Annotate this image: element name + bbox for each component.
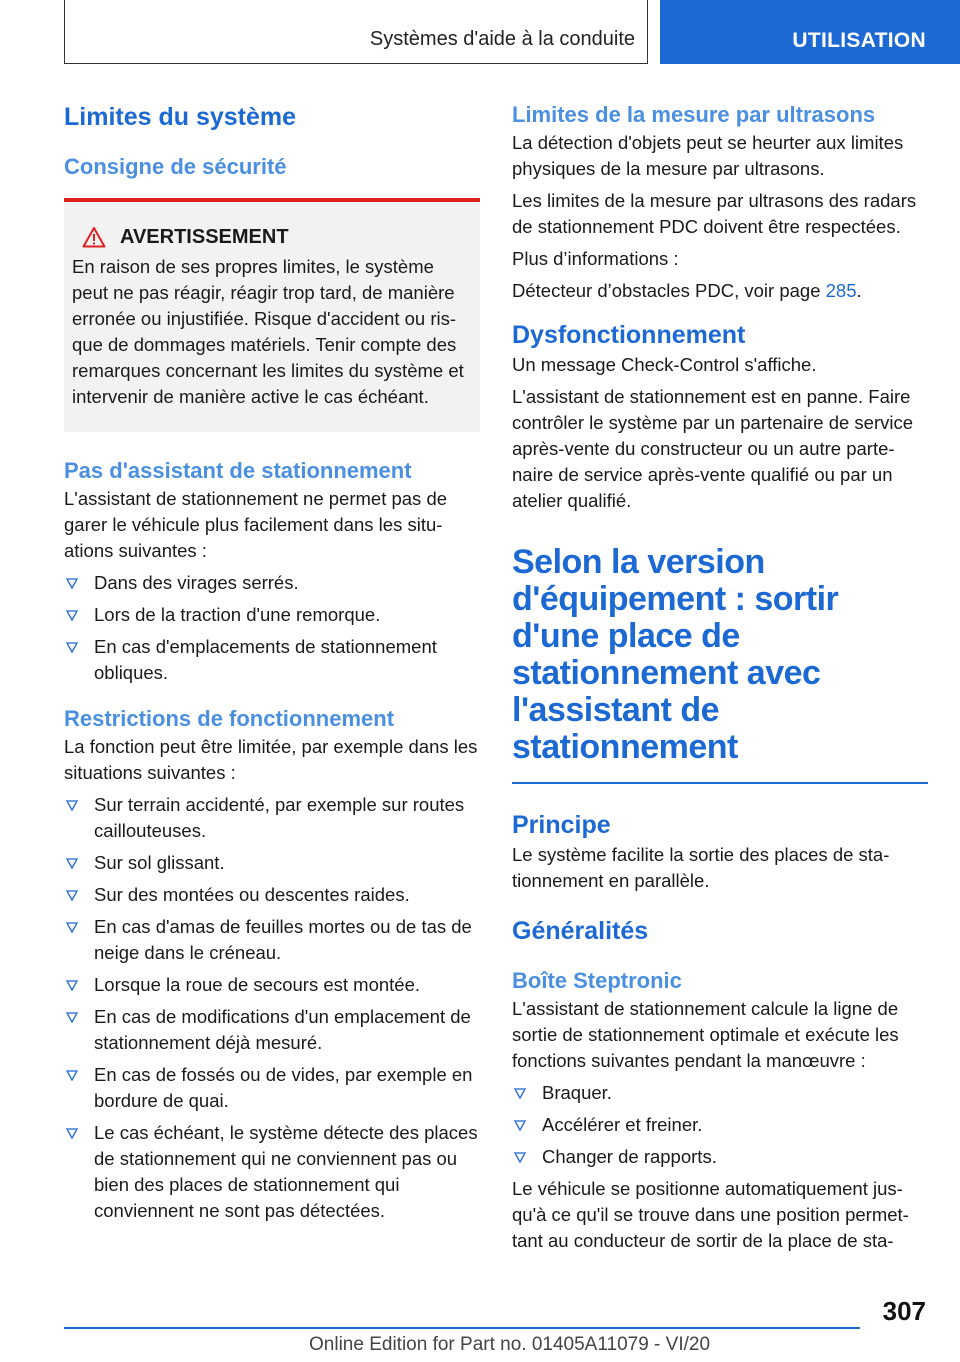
ultrasonic-p3: Plus d’informations : [512, 248, 679, 269]
list-item: Lorsque la roue de secours est montée. [64, 972, 480, 998]
warning-text: En raison de ses propres limites, le système peut ne pas réagir, réagir trop tard, de manière erronée ou injustifiée. Risque d'accident ou risque de dommages matériels. Tenir compte des remarques concernant les limites du système et intervenir de manière active le cas échéant. [72, 256, 464, 407]
triangle-bullet-icon [66, 1127, 78, 1139]
list-item: Sur sol glissant. [64, 850, 480, 876]
list-item: Lors de la traction d'une remorque. [64, 602, 480, 628]
triangle-bullet-icon [514, 1151, 526, 1163]
warning-title: AVERTISSEMENT [120, 226, 289, 248]
ultrasonic-p2: Les limites de la mesure par ultrasons des radars de stationnement PDC doivent être respectées. [512, 190, 917, 237]
warning-box [64, 202, 480, 432]
chapter-heading: Selon la version d'équipement : sortir d'une place de stationnement avec l'assistant de stationnement [512, 543, 839, 766]
heading-limits: Limites du système [64, 103, 297, 131]
no-assist-intro: L'assistant de stationnement ne permet pas de garer le véhicule plus facilement dans les situations suivantes : [64, 488, 448, 561]
footer-edition: Online Edition for Part no. 01405A11079 - VI/20 [309, 1334, 711, 1355]
running-header-title: Systèmes d'aide à la conduite [369, 28, 635, 50]
triangle-bullet-icon [66, 609, 78, 621]
triangle-bullet-icon [66, 979, 78, 991]
list-item: En cas d'emplacements de stationnement obliques. [64, 634, 480, 686]
list-item: Braquer. [512, 1080, 928, 1106]
heading-no-assist: Pas d'assistant de stationnement [64, 458, 412, 483]
principle-text: Le système facilite la sortie des places de stationnement en parallèle. [512, 844, 890, 891]
ultrasonic-reference: Détecteur d’obstacles PDC, voir page 285. [512, 280, 862, 301]
malfunction-p1: Un message Check-Control s'affiche. [512, 354, 817, 375]
chapter-tab [660, 0, 960, 64]
triangle-bullet-icon [514, 1119, 526, 1131]
page-link[interactable]: 285 [825, 280, 857, 301]
heading-restrictions: Restrictions de fonctionnement [64, 706, 395, 731]
heading-ultrasonic: Limites de la mesure par ultrasons [512, 102, 876, 127]
triangle-bullet-icon [66, 921, 78, 933]
restrictions-intro: La fonction peut être limitée, par exemple dans les situations suivantes : [64, 736, 478, 783]
triangle-bullet-icon [66, 1069, 78, 1081]
triangle-bullet-icon [66, 1011, 78, 1023]
page-number: 307 [882, 1296, 926, 1326]
restrictions-list [64, 792, 480, 1224]
triangle-bullet-icon [514, 1087, 526, 1099]
list-item: En cas de modifications d'un emplacement de stationnement déjà mesuré. [64, 1004, 480, 1056]
list-item: En cas d'amas de feuilles mortes ou de tas de neige dans le créneau. [64, 914, 480, 966]
list-item: Sur terrain accidenté, par exemple sur routes caillouteuses. [64, 792, 480, 844]
triangle-bullet-icon [66, 577, 78, 589]
list-item: Le cas échéant, le système détecte des places de stationnement qui ne conviennent pas ou bien des places de stationnement qui conviennent ne sont pas détectées. [64, 1120, 480, 1224]
heading-general: Généralités [512, 917, 649, 945]
heading-steptronic: Boîte Steptronic [512, 968, 682, 993]
chapter-tab-label: UTILISATION [792, 29, 926, 52]
heading-malfunction: Dysfonctionnement [512, 321, 746, 349]
malfunction-p2: L'assistant de stationnement est en panne. Faire contrôler le système par un partenaire de service après-vente du constructeur ou un autre partenaire de service après-vente qualifié ou par un atelier qualifié. [512, 386, 914, 511]
right-column [512, 100, 928, 1254]
warning-triangle-icon [82, 226, 106, 248]
triangle-bullet-icon [66, 857, 78, 869]
list-item: En cas de fossés ou de vides, par exemple en bordure de quai. [64, 1062, 480, 1114]
list-item: Sur des montées ou descentes raides. [64, 882, 480, 908]
triangle-bullet-icon [66, 641, 78, 653]
chapter-heading-rule [512, 782, 928, 784]
list-item: Dans des virages serrés. [64, 570, 480, 596]
no-assist-list [64, 570, 480, 686]
left-column [64, 100, 480, 1224]
ultrasonic-p1: La détection d'objets peut se heurter aux limites physiques de la mesure par ultrasons. [512, 132, 904, 179]
running-header-box [64, 0, 648, 64]
steptronic-list [512, 1080, 928, 1170]
triangle-bullet-icon [66, 799, 78, 811]
footer-rule [64, 1327, 860, 1329]
list-item: Accélérer et freiner. [512, 1112, 928, 1138]
steptronic-text: L'assistant de stationnement calcule la ligne de sortie de stationnement optimale et exécute les fonctions suivantes pendant la manœuvre : [512, 998, 899, 1071]
steptronic-text-2: Le véhicule se positionne automatiquement jusqu'à ce qu'il se trouve dans une position permettant au conducteur de sortir de la place de sta‐ [512, 1178, 909, 1251]
heading-principle: Principe [512, 811, 611, 839]
warning-title-row [82, 224, 472, 250]
list-item: Changer de rapports. [512, 1144, 928, 1170]
triangle-bullet-icon [66, 889, 78, 901]
heading-safety: Consigne de sécurité [64, 154, 287, 179]
